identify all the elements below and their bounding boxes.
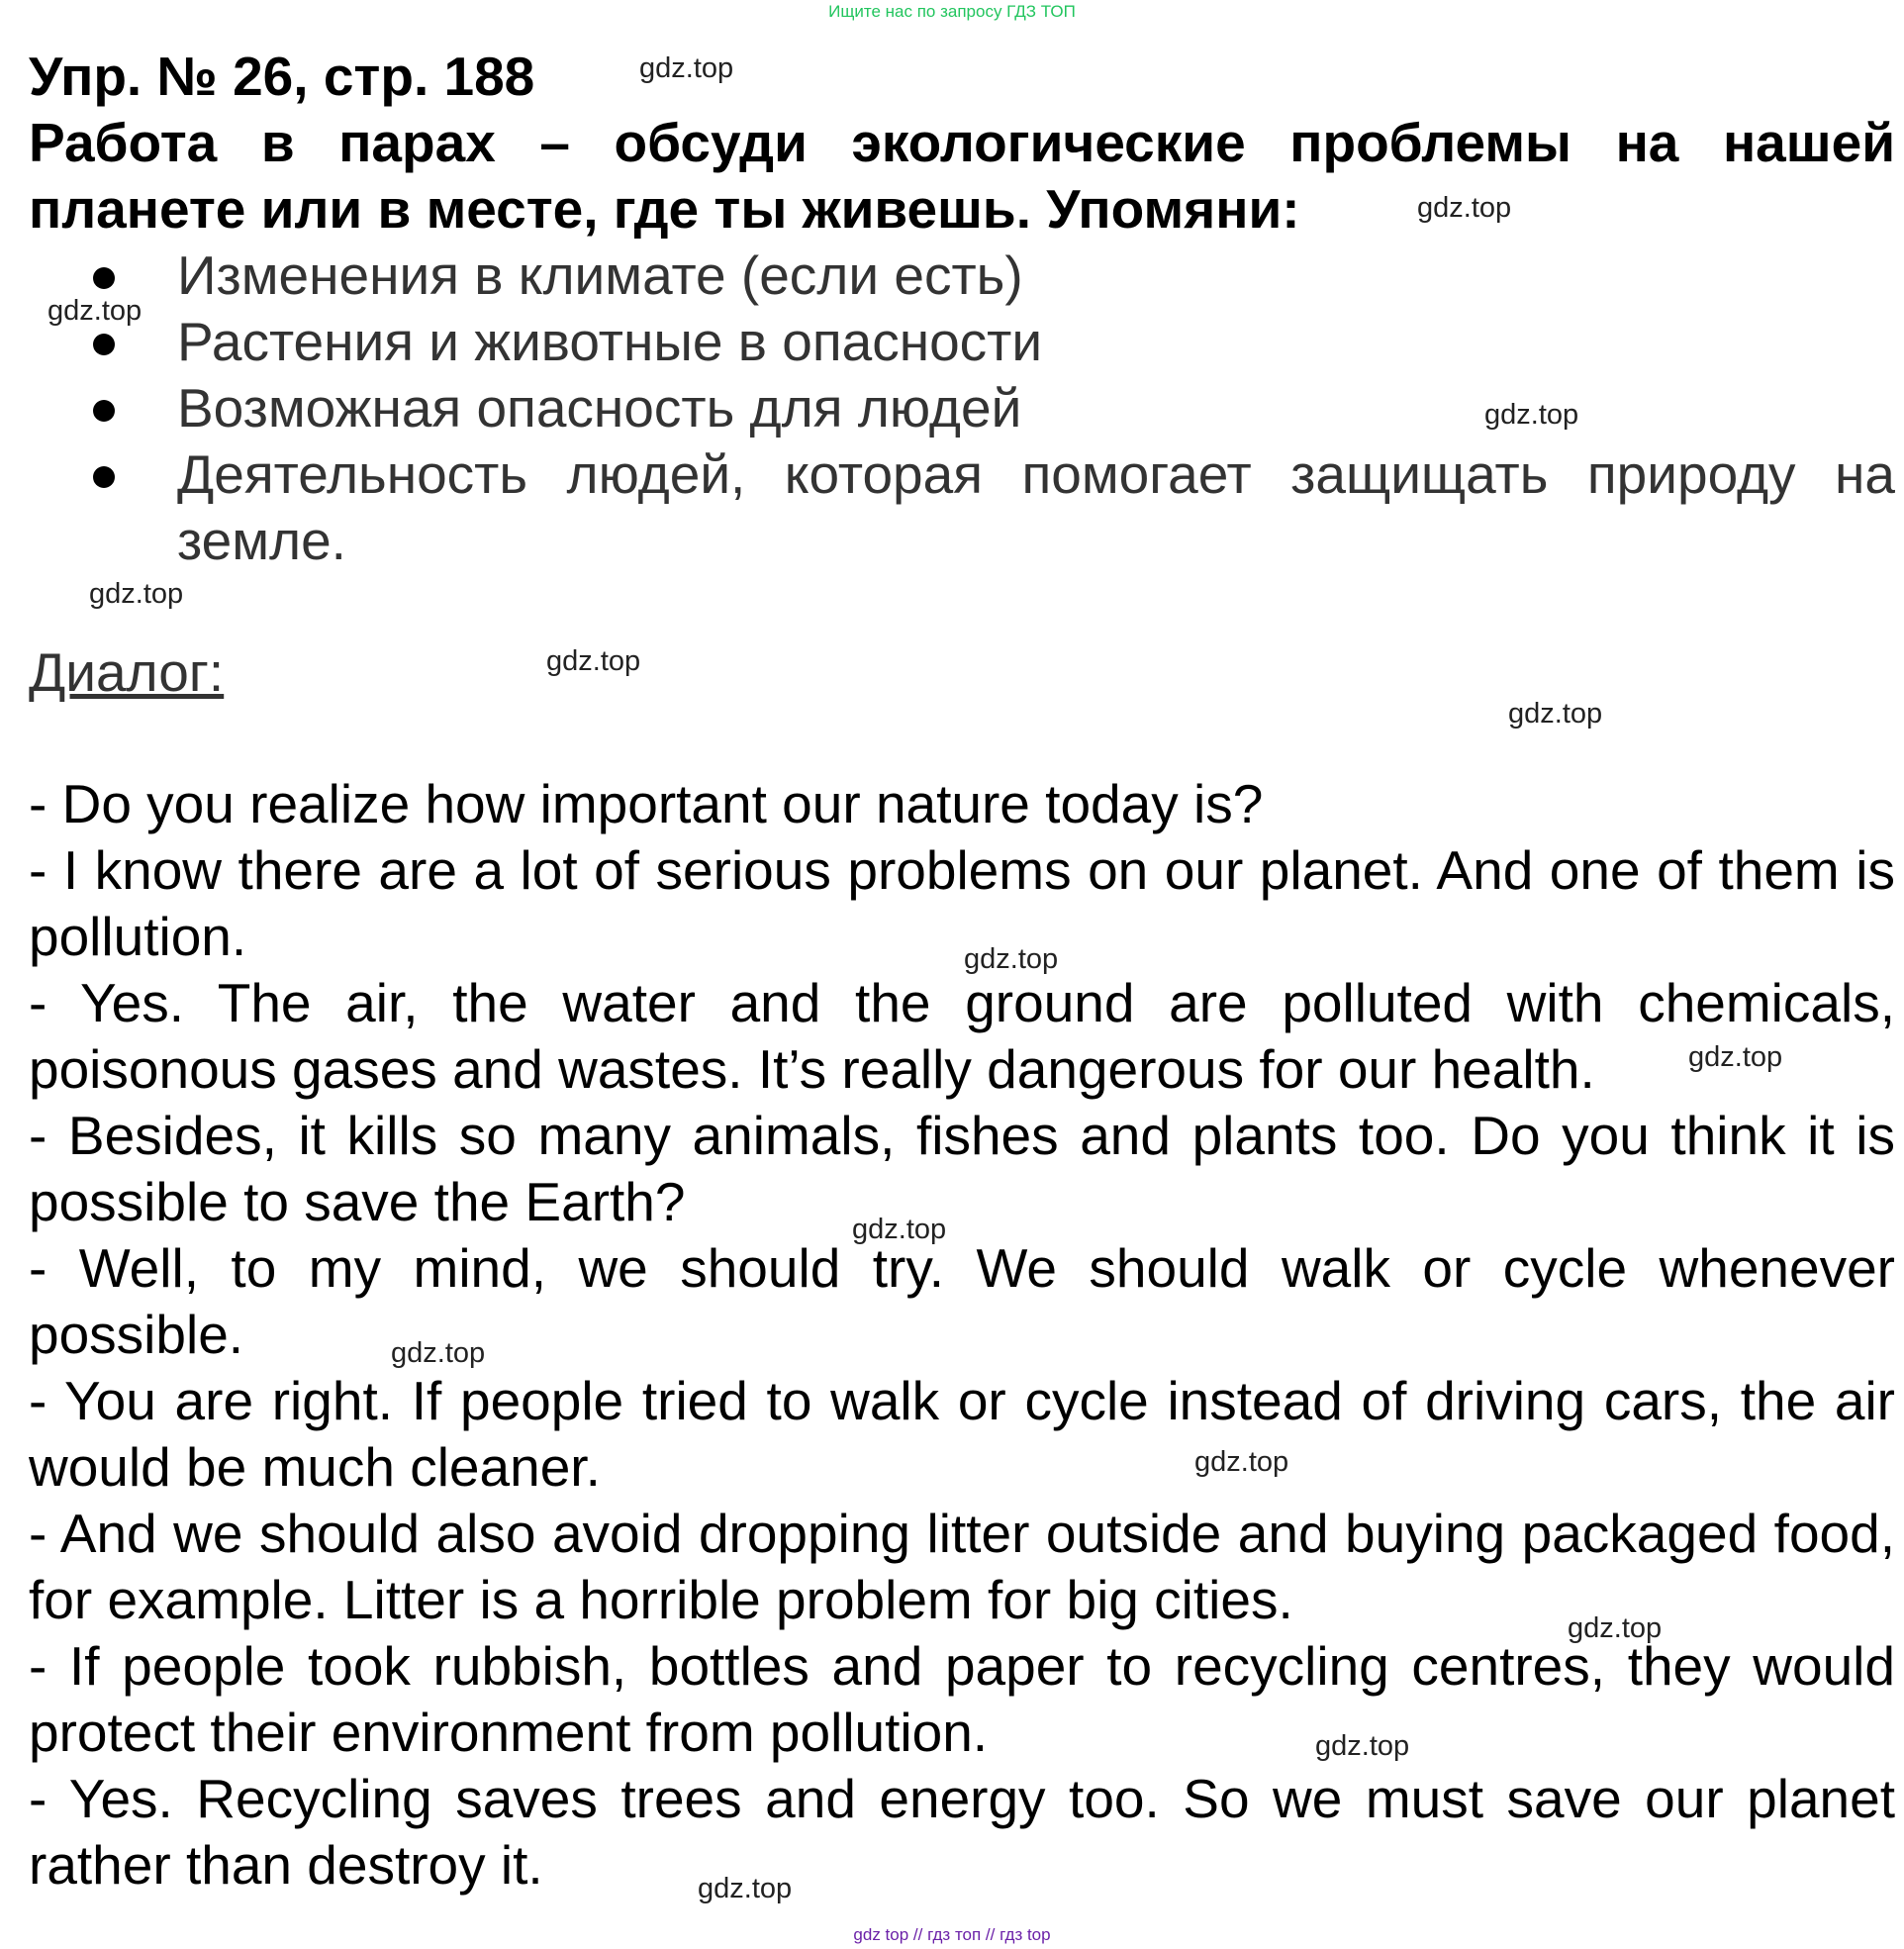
watermark: gdz.top xyxy=(546,645,641,677)
dialog-line: - You are right. If people tried to walk or cycle instead of driving cars, the air would be much cleaner. xyxy=(29,1370,1895,1498)
exercise-task: Работа в парах – обсуди экологические проблемы на нашей планете или в месте, где ты живешь. Упомяни: xyxy=(29,112,1895,240)
watermark: gdz.top xyxy=(698,1873,793,1904)
mention-item: Возможная опасность для людей xyxy=(177,375,1895,441)
watermark: gdz.top xyxy=(1315,1730,1410,1762)
mention-item: Растения и животные в опасности xyxy=(177,309,1895,375)
watermark: gdz.top xyxy=(1508,698,1603,730)
footer: gdz top // гдз топ // гдз top xyxy=(853,1925,1051,1944)
watermark: gdz.top xyxy=(1568,1612,1663,1644)
dialog xyxy=(29,771,1895,1899)
watermark: gdz.top xyxy=(639,52,734,84)
watermark: gdz.top xyxy=(391,1337,486,1369)
watermark: gdz.top xyxy=(1688,1041,1783,1073)
watermark: gdz.top xyxy=(48,295,143,327)
dialog-line: - Yes. The air, the water and the ground are polluted with chemicals, poisonous gases and wastes. It’s really dangerous for our health. xyxy=(29,972,1895,1100)
mentions-list xyxy=(29,243,1895,574)
watermark: gdz.top xyxy=(1484,399,1579,431)
dialog-line: - Do you realize how important our nature today is? xyxy=(29,773,1264,834)
dialog-line: - Yes. Recycling saves trees and energy too. So we must save our planet rather than destroy it. xyxy=(29,1768,1895,1896)
dialog-line: - Besides, it kills so many animals, fishes and plants too. Do you think it is possible to save the Earth? xyxy=(29,1105,1895,1232)
top-banner: Ищите нас по запросу ГДЗ ТОП xyxy=(828,2,1076,21)
watermark: gdz.top xyxy=(964,943,1059,975)
watermark: gdz.top xyxy=(1417,192,1512,224)
dialog-line: - I know there are a lot of serious problems on our planet. And one of them is pollution. xyxy=(29,839,1895,967)
dialog-line: - And we should also avoid dropping litter outside and buying packaged food, for example. Litter is a horrible problem for big cities. xyxy=(29,1503,1895,1630)
mention-item: Деятельность людей, которая помогает защищать природу на земле. xyxy=(177,441,1895,574)
watermark: gdz.top xyxy=(1194,1446,1289,1478)
exercise-title: Упр. № 26, стр. 188 xyxy=(29,46,535,107)
dialog-heading: Диалог: xyxy=(29,641,225,703)
watermark: gdz.top xyxy=(89,578,184,610)
watermark: gdz.top xyxy=(852,1214,947,1245)
dialog-line: - If people took rubbish, bottles and paper to recycling centres, they would protect their environment from pollution. xyxy=(29,1635,1895,1763)
mention-item: Изменения в климате (если есть) xyxy=(177,243,1895,309)
dialog-line: - Well, to my mind, we should try. We should walk or cycle whenever possible. xyxy=(29,1237,1895,1365)
